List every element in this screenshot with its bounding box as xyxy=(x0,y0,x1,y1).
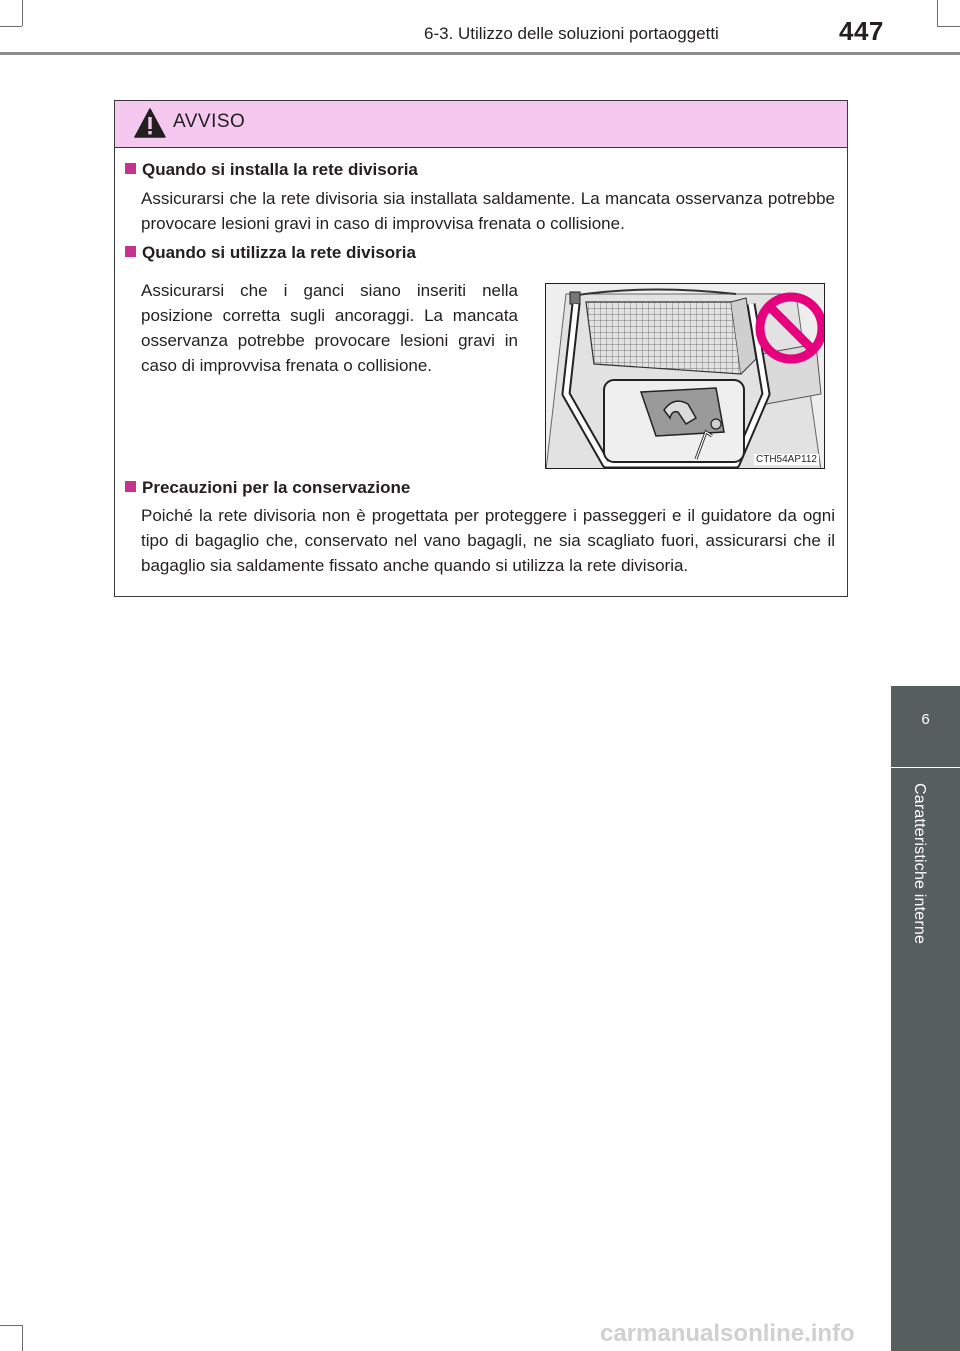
chapter-title: Caratteristiche interne xyxy=(911,783,928,945)
cargo-net-illustration xyxy=(546,284,825,469)
crop-mark xyxy=(937,0,938,26)
bullet-square-icon xyxy=(125,246,136,257)
section-text: Assicurarsi che i ganci siano inseriti nella posizione corretta sugli ancoraggi. La mancata osservanza potrebbe provocare lesioni gravi in caso di improvvisa frenata o collisione. xyxy=(141,281,518,375)
crop-mark xyxy=(937,26,960,27)
chapter-tab xyxy=(891,686,960,767)
crop-mark xyxy=(22,0,23,26)
section-heading: Quando si installa la rete divisoria xyxy=(125,160,418,180)
section-title: 6-3. Utilizzo delle soluzioni portaoggetti xyxy=(424,24,719,43)
bullet-square-icon xyxy=(125,163,136,174)
warning-triangle-icon xyxy=(134,108,166,138)
crop-mark xyxy=(22,1325,23,1351)
chapter-number: 6 xyxy=(921,711,930,728)
warning-box xyxy=(114,100,848,597)
watermark: carmanualsonline.info xyxy=(600,1320,855,1347)
section-text: Poiché la rete divisoria non è progettata per proteggere i passeggeri e il guidatore da ogni tipo di bagaglio che, conservato nel vano bagagli, ne sia scagliato fuori, assicurarsi che il bagaglio sia saldamente fissato anche quando si utilizza la rete divisoria. xyxy=(141,506,835,575)
section-heading: Quando si utilizza la rete divisoria xyxy=(125,243,416,263)
bullet-square-icon xyxy=(125,481,136,492)
page-number: 447 xyxy=(839,16,884,46)
warning-header xyxy=(115,101,847,148)
warning-title: AVVISO xyxy=(173,111,246,132)
section-heading: Precauzioni per la conservazione xyxy=(125,478,410,498)
figure-code: CTH54AP112 xyxy=(756,454,817,465)
section-text: Assicurarsi che la rete divisoria sia installata saldamente. La mancata osservanza potrebbe provocare lesioni gravi in caso di improvvisa frenata o collisione. xyxy=(141,189,835,233)
hook-anchor-illustration xyxy=(545,283,825,469)
crop-mark xyxy=(0,26,22,27)
header-rule xyxy=(0,52,960,55)
crop-mark xyxy=(0,1325,22,1326)
